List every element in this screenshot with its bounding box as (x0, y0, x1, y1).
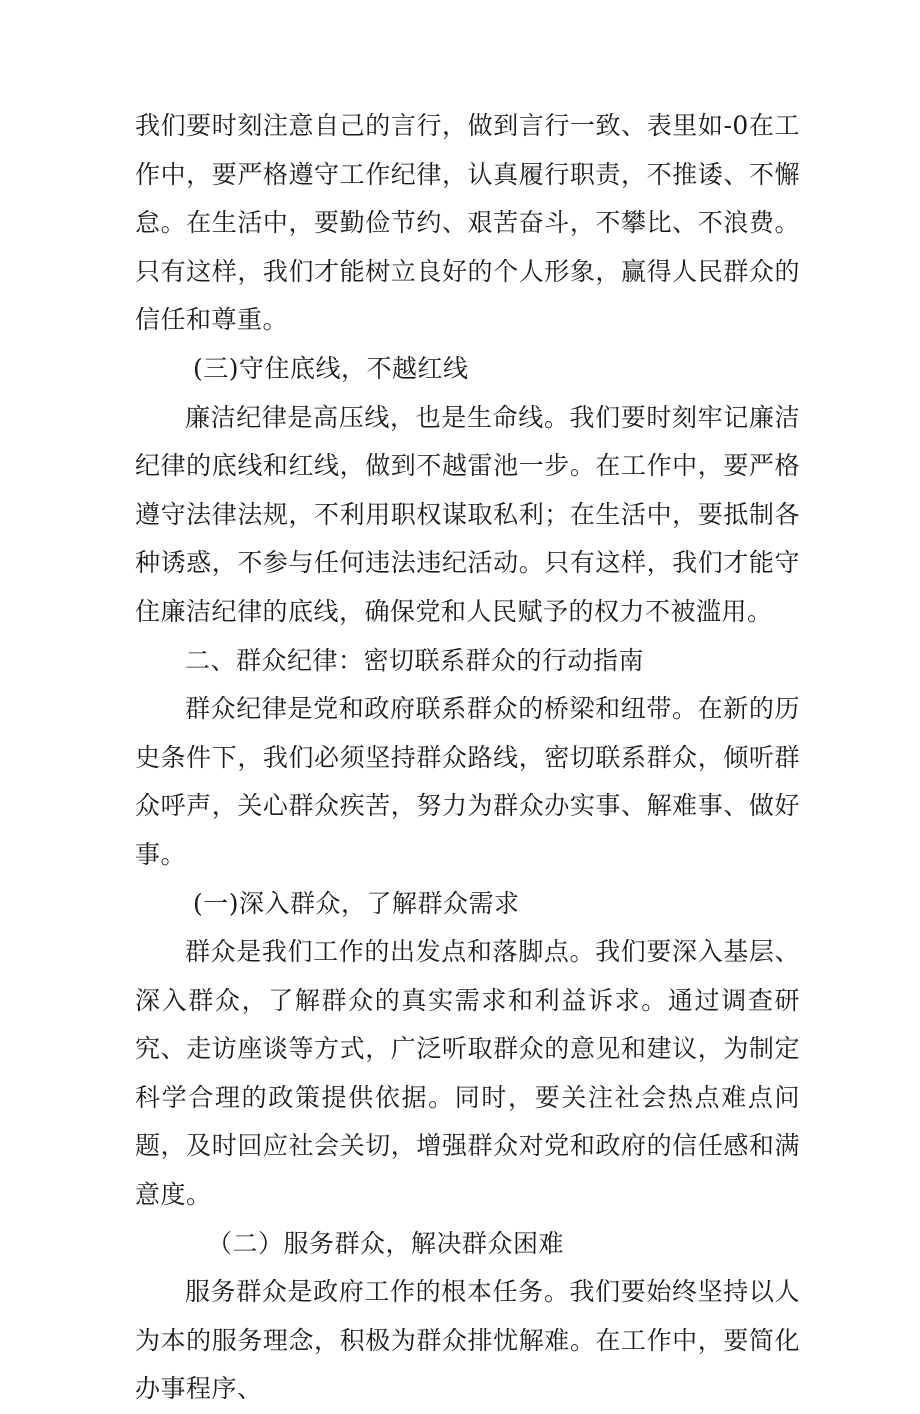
paragraph-serve-masses: 服务群众是政府工作的根本任务。我们要始终坚持以人为本的服务理念，积极为群众排忧解难。在工作中，要简化办事程序、 (135, 1277, 800, 1404)
subheading-3: (三)守住底线，不越红线 (193, 353, 469, 383)
subheading-1: (一)深入群众，了解群众需求 (193, 888, 520, 918)
paragraph-mass-discipline: 群众纪律是党和政府联系群众的桥梁和纽带。在新的历史条件下，我们必须坚持群众路线，密切联系群众，倾听群众呼声，关心群众疾苦，努力为群众办实事、解难事、做好事。 (135, 694, 800, 869)
document-body (135, 102, 800, 1414)
paragraph-understand-needs: 群众是我们工作的出发点和落脚点。我们要深入基层、深入群众，了解群众的真实需求和利益诉求。通过调查研究、走访座谈等方式，广泛听取群众的意见和建议，为制定科学合理的政策提供依据。同时，要关注社会热点难点问题，及时回应社会关切，增强群众对党和政府的信任感和满意度。 (135, 937, 800, 1210)
paragraph-continued: 我们要时刻注意自己的言行，做到言行一致、表里如-0在工作中，要严格遵守工作纪律，认真履行职责，不推诿、不懈怠。在生活中，要勤俭节约、艰苦奋斗，不攀比、不浪费。只有这样，我们才能树立良好的个人形象，赢得人民群众的信任和尊重。 (135, 111, 800, 335)
section-heading-2: 二、群众纪律：密切联系群众的行动指南 (185, 645, 645, 675)
subheading-2: （二）服务群众，解决群众困难 (207, 1228, 565, 1258)
paragraph-integrity: 廉洁纪律是高压线，也是生命线。我们要时刻牢记廉洁纪律的底线和红线，做到不越雷池一步。在工作中，要严格遵守法律法规，不利用职权谋取私利；在生活中，要抵制各种诱惑，不参与任何违法违纪活动。只有这样，我们才能守住廉洁纪律的底线，确保党和人民赋予的权力不被滥用。 (135, 402, 800, 626)
